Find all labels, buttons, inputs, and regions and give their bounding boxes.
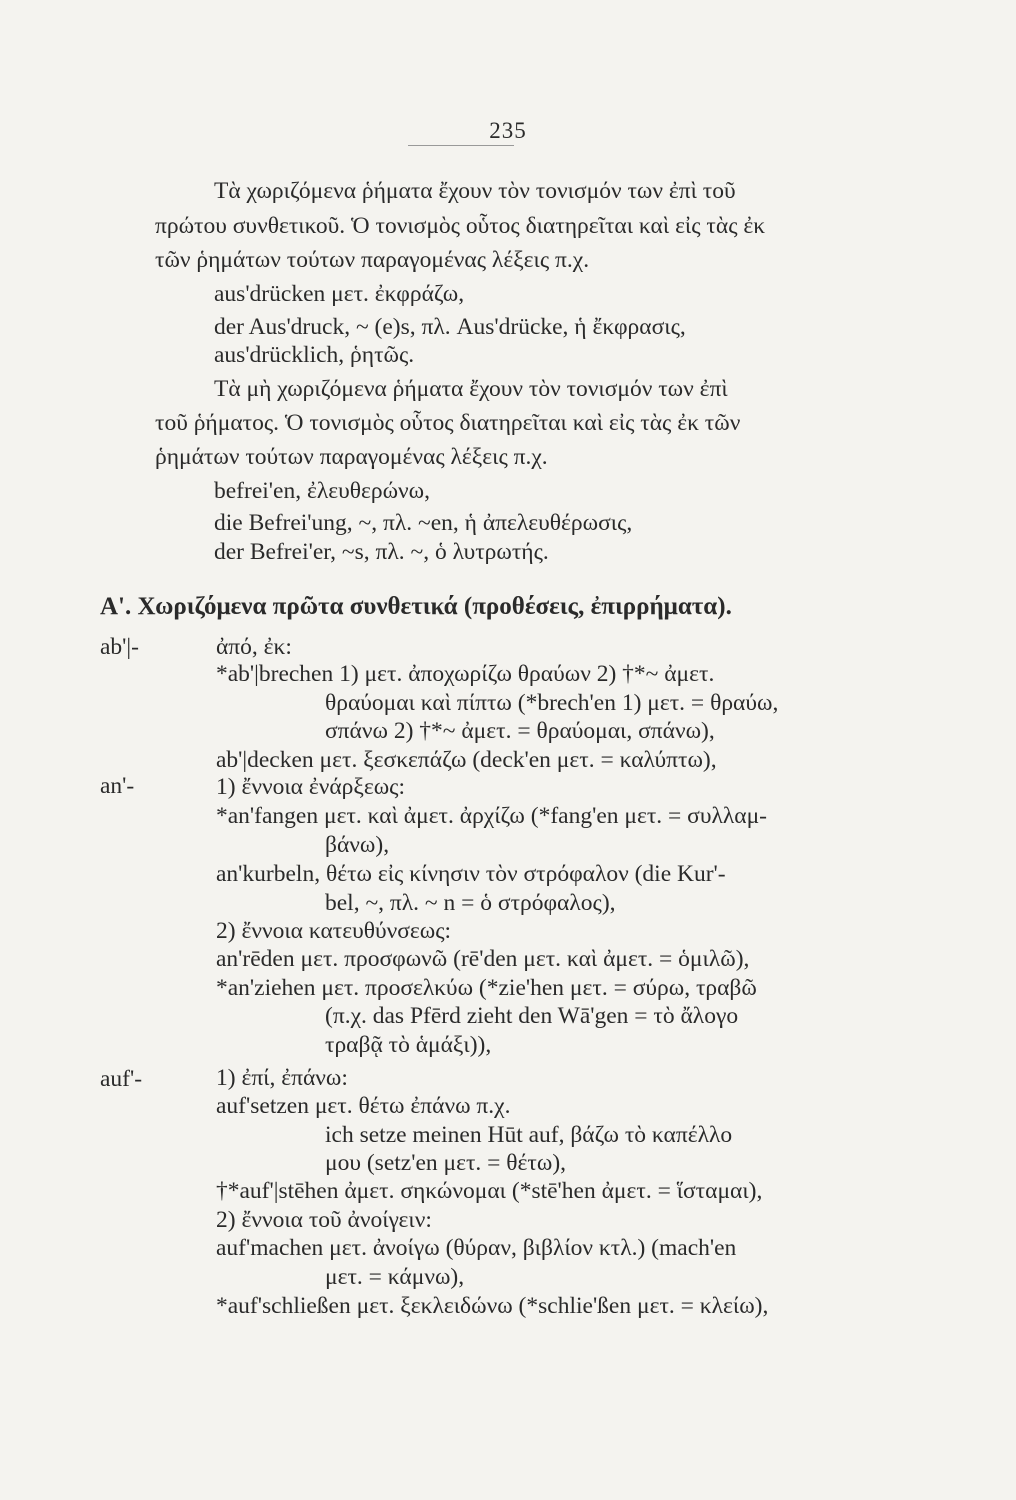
text-line: τοῦ ῥήματος. Ὁ τονισμὸς οὗτος διατηρεῖται καὶ εἰς τὰς ἐκ τῶν xyxy=(155,410,741,436)
text-line: Τὰ χωριζόμενα ῥήματα ἔχουν τὸν τονισμόν των ἐπὶ τοῦ xyxy=(214,178,736,204)
entry-line: τραβᾷ τὸ ἁμάξι)), xyxy=(325,1032,492,1058)
example-line: der Befrei'er, ~s, πλ. ~, ὁ λυτρωτής. xyxy=(214,539,549,565)
entry-line: *ab'|brechen 1) μετ. ἀποχωρίζω θραύων 2) †*~ ἀμετ. xyxy=(216,661,715,687)
page-number-rule xyxy=(408,145,514,146)
entry-line: auf'machen μετ. ἀνοίγω (θύραν, βιβλίον κτλ.) (mach'en xyxy=(216,1235,737,1261)
entry-line: βάνω), xyxy=(325,832,390,858)
text-line: Τὰ μὴ χωριζόμενα ῥήματα ἔχουν τὸν τονισμόν των ἐπὶ xyxy=(214,376,728,402)
entry-line: 1) ἐπί, ἐπάνω: xyxy=(216,1065,348,1091)
entry-line: *an'fangen μετ. καὶ ἀμετ. ἀρχίζω (*fang'en μετ. = συλλαμ- xyxy=(216,803,768,829)
entry-line: 2) ἔννοια τοῦ ἀνοίγειν: xyxy=(216,1207,432,1233)
prefix-ab: ab'|- xyxy=(100,634,139,660)
example-line: aus'drücklich, ῥητῶς. xyxy=(214,342,415,368)
entry-line: σπάνω 2) †*~ ἀμετ. = θραύομαι, σπάνω), xyxy=(325,718,715,744)
entry-line: an'rēden μετ. προσφωνῶ (rē'den μετ. καὶ ἀμετ. = ὁμιλῶ), xyxy=(216,946,750,972)
entry-line: (π.χ. das Pfērd zieht den Wā'gen = τὸ ἄλογο xyxy=(325,1003,739,1029)
section-heading: Α'. Χωριζόμενα πρῶτα συνθετικά (προθέσεις, ἐπιρρήματα). xyxy=(100,593,732,620)
text-line: τῶν ῥημάτων τούτων παραγομένας λέξεις π.χ. xyxy=(155,247,590,273)
example-line: die Befrei'ung, ~, πλ. ~en, ἡ ἀπελευθέρωσις, xyxy=(214,510,633,536)
text-line: ῥημάτων τούτων παραγομένας λέξεις π.χ. xyxy=(155,444,548,470)
prefix-auf: auf'- xyxy=(100,1066,143,1092)
example-line: aus'drücken μετ. ἐκφράζω, xyxy=(214,281,465,307)
entry-line: θραύομαι καὶ πίπτω (*brech'en 1) μετ. = θραύω, xyxy=(325,690,779,716)
entry-line: ἀπό, ἐκ: xyxy=(216,634,292,660)
entry-line: μετ. = κάμνω), xyxy=(325,1264,465,1290)
entry-line: an'kurbeln, θέτω εἰς κίνησιν τὸν στρόφαλον (die Kur'- xyxy=(216,861,726,887)
example-line: der Aus'druck, ~ (e)s, πλ. Aus'drücke, ἡ ἔκφρασις, xyxy=(214,314,686,340)
entry-line: auf'setzen μετ. θέτω ἐπάνω π.χ. xyxy=(216,1093,511,1119)
entry-line: 1) ἔννοια ἐνάρξεως: xyxy=(216,774,406,800)
prefix-an: an'- xyxy=(100,773,135,799)
entry-line: 2) ἔννοια κατευθύνσεως: xyxy=(216,918,452,944)
page-number: 235 xyxy=(489,118,527,143)
example-line: befrei'en, ἐλευθερώνω, xyxy=(214,478,431,504)
entry-line: ab'|decken μετ. ξεσκεπάζω (deck'en μετ. = καλύπτω), xyxy=(216,747,717,773)
text-line: πρώτου συνθετικοῦ. Ὁ τονισμὸς οὗτος διατηρεῖται καὶ εἰς τὰς ἐκ xyxy=(155,213,766,239)
entry-line: ich setze meinen Hūt auf, βάζω τὸ καπέλλο xyxy=(325,1122,733,1148)
entry-line: *auf'schließen μετ. ξεκλειδώνω (*schlie'ßen μετ. = κλείω), xyxy=(216,1293,769,1319)
entry-line: μου (setz'en μετ. = θέτω), xyxy=(325,1150,567,1176)
entry-line: bel, ~, πλ. ~ n = ὁ στρόφαλος), xyxy=(325,890,616,916)
entry-line: †*auf'|stēhen ἀμετ. σηκώνομαι (*stē'hen ἀμετ. = ἵσταμαι), xyxy=(216,1178,763,1204)
entry-line: *an'ziehen μετ. προσελκύω (*zie'hen μετ. = σύρω, τραβῶ xyxy=(216,975,757,1001)
